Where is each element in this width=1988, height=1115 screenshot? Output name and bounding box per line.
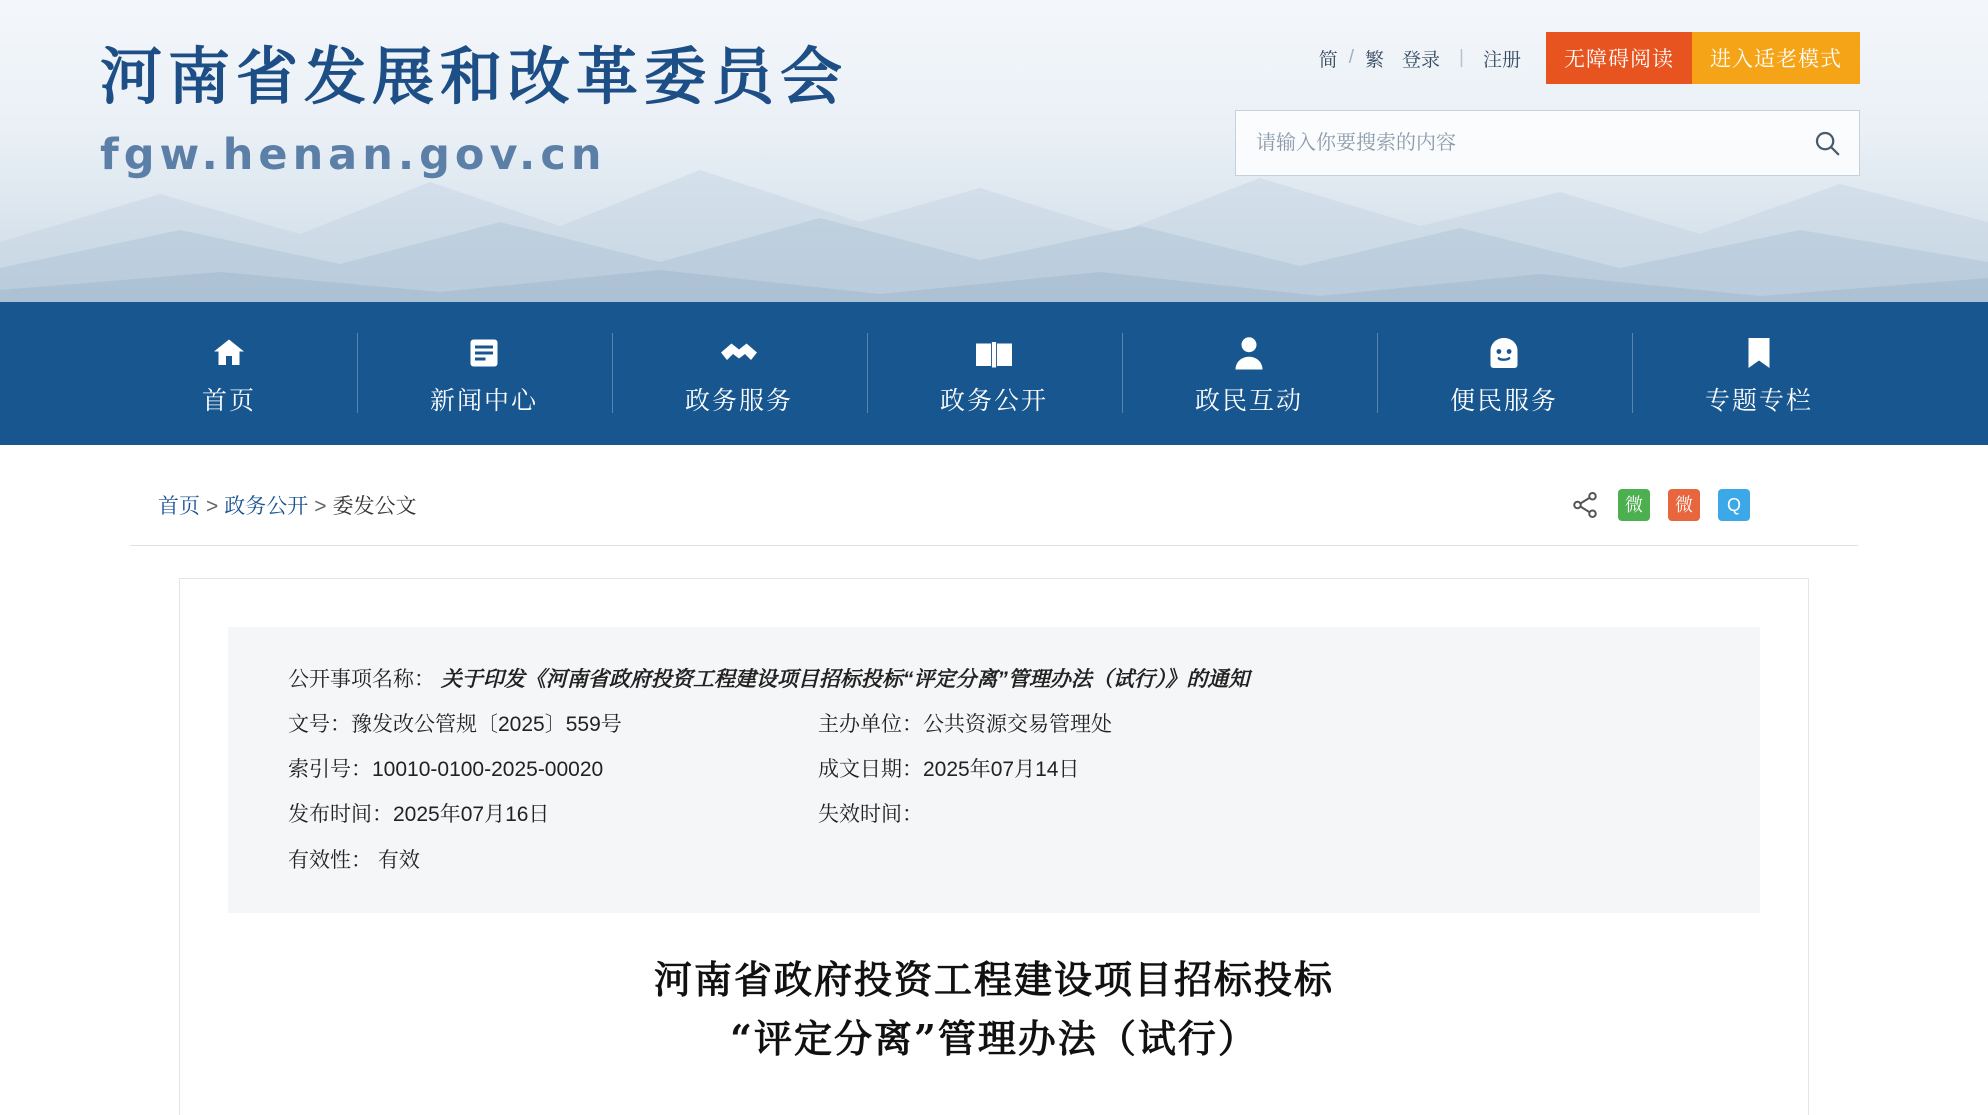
meta-value-org: 公共资源交易管理处 xyxy=(923,713,1112,737)
meta-value-name: 关于印发《河南省政府投资工程建设项目招标投标“评定分离”管理办法（试行）》的通知 xyxy=(440,668,1250,691)
meta-label-validity: 有效性： xyxy=(288,848,372,872)
share-wechat-glyph: 微 xyxy=(1625,495,1643,515)
share-nodes-icon[interactable] xyxy=(1570,490,1600,520)
meta-cell-written-date xyxy=(818,747,1720,792)
lang-simplified-link[interactable]: 简 xyxy=(1318,49,1338,71)
meta-label-name: 公开事项名称： xyxy=(288,668,435,691)
nav-label-home: 首页 xyxy=(201,386,256,415)
article-card-wrap xyxy=(0,578,1988,1115)
book-icon xyxy=(973,331,1015,371)
meta-value-validity: 有效 xyxy=(377,848,420,872)
search-button[interactable] xyxy=(1795,111,1859,175)
meta-cell-validity xyxy=(288,838,818,883)
top-utility-links xyxy=(1310,32,1860,84)
news-icon xyxy=(466,331,502,371)
site-title: 河南省发展和改革委员会 xyxy=(100,40,849,113)
meta-cell-publish xyxy=(288,792,818,837)
document-meta-box xyxy=(228,627,1760,913)
breadcrumb xyxy=(130,490,417,520)
nav-label-gov-service: 政务服务 xyxy=(684,386,793,415)
site-logo[interactable] xyxy=(100,38,848,180)
share-weibo-glyph: 微 xyxy=(1675,495,1693,515)
share-wechat-icon[interactable] xyxy=(1618,489,1650,521)
breadcrumb-home[interactable]: 首页 xyxy=(158,495,200,518)
search-input[interactable] xyxy=(1236,111,1795,175)
meta-value-publish: 2025年07月16日 xyxy=(393,803,550,827)
meta-value-written-date: 2025年07月14日 xyxy=(923,758,1080,782)
handshake-icon xyxy=(718,331,760,371)
meta-label-written-date: 成文日期： xyxy=(818,758,923,782)
article-card xyxy=(179,578,1809,1115)
nav-label-special-topics: 专题专栏 xyxy=(1704,386,1813,415)
accessible-reading-button[interactable]: 无障碍阅读 xyxy=(1546,32,1692,84)
meta-value-index: 10010-0100-2025-00020 xyxy=(372,758,604,782)
meta-row-validity xyxy=(288,838,1720,883)
nav-item-convenience[interactable] xyxy=(1377,321,1632,426)
register-link[interactable]: 注册 xyxy=(1482,49,1521,71)
login-link[interactable]: 登录 xyxy=(1402,49,1441,71)
page-title-line2: “评定分离”管理办法（试行） xyxy=(730,1015,1258,1061)
nav-label-convenience: 便民服务 xyxy=(1449,386,1558,415)
meta-row-index-date xyxy=(288,747,1720,792)
nav-item-special-topics[interactable] xyxy=(1632,321,1887,426)
user-icon xyxy=(1232,331,1266,371)
nav-label-news: 新闻中心 xyxy=(429,386,538,415)
meta-label-publish: 发布时间： xyxy=(288,803,393,827)
meta-row-docno-org xyxy=(288,702,1720,747)
nav-label-gov-open: 政务公开 xyxy=(939,386,1048,415)
meta-value-docno: 豫发改公管规〔2025〕559号 xyxy=(351,713,622,737)
nav-item-news[interactable] xyxy=(357,321,612,426)
search-box[interactable] xyxy=(1235,110,1860,176)
elder-mode-button[interactable]: 进入适老模式 xyxy=(1692,32,1860,84)
breadcrumb-sep-1: > xyxy=(206,495,219,518)
meta-cell-org xyxy=(818,702,1720,747)
meta-label-index: 索引号： xyxy=(288,758,372,782)
nav-item-interaction[interactable] xyxy=(1122,321,1377,426)
meta-cell-docno xyxy=(288,702,818,747)
meta-row-publish-expire xyxy=(288,792,1720,837)
smile-icon xyxy=(1485,331,1523,371)
share-bar xyxy=(1570,489,1858,521)
lang-separator: / xyxy=(1348,47,1355,68)
meta-label-docno: 文号： xyxy=(288,713,351,737)
nav-item-home[interactable] xyxy=(102,321,357,426)
meta-cell-index xyxy=(288,747,818,792)
bookmark-icon xyxy=(1743,331,1775,371)
meta-label-expire: 失效时间： xyxy=(818,803,923,827)
share-qq-icon[interactable] xyxy=(1718,489,1750,521)
links-divider: | xyxy=(1459,47,1464,68)
page-title xyxy=(228,951,1760,1069)
share-qq-glyph: Q xyxy=(1726,495,1741,515)
page-title-line1: 河南省政府投资工程建设项目招标投标 xyxy=(653,956,1334,1002)
meta-label-org: 主办单位： xyxy=(818,713,923,737)
lang-traditional-link[interactable]: 繁 xyxy=(1365,49,1385,71)
breadcrumb-sep-2: > xyxy=(314,495,327,518)
nav-item-gov-service[interactable] xyxy=(612,321,867,426)
meta-cell-expire xyxy=(818,792,1720,837)
share-weibo-icon[interactable] xyxy=(1668,489,1700,521)
site-header-banner xyxy=(0,0,1988,302)
nav-label-interaction: 政民互动 xyxy=(1194,386,1303,415)
breadcrumb-level2[interactable]: 政务公开 xyxy=(224,495,309,518)
search-icon xyxy=(1812,128,1842,158)
meta-row-name xyxy=(288,657,1720,702)
home-icon xyxy=(209,331,249,371)
breadcrumb-bar xyxy=(0,445,1988,546)
site-url: fgw.henan.gov.cn xyxy=(100,129,607,180)
nav-item-gov-open[interactable] xyxy=(867,321,1122,426)
breadcrumb-current: 委发公文 xyxy=(332,495,417,518)
main-navigation xyxy=(0,302,1988,445)
